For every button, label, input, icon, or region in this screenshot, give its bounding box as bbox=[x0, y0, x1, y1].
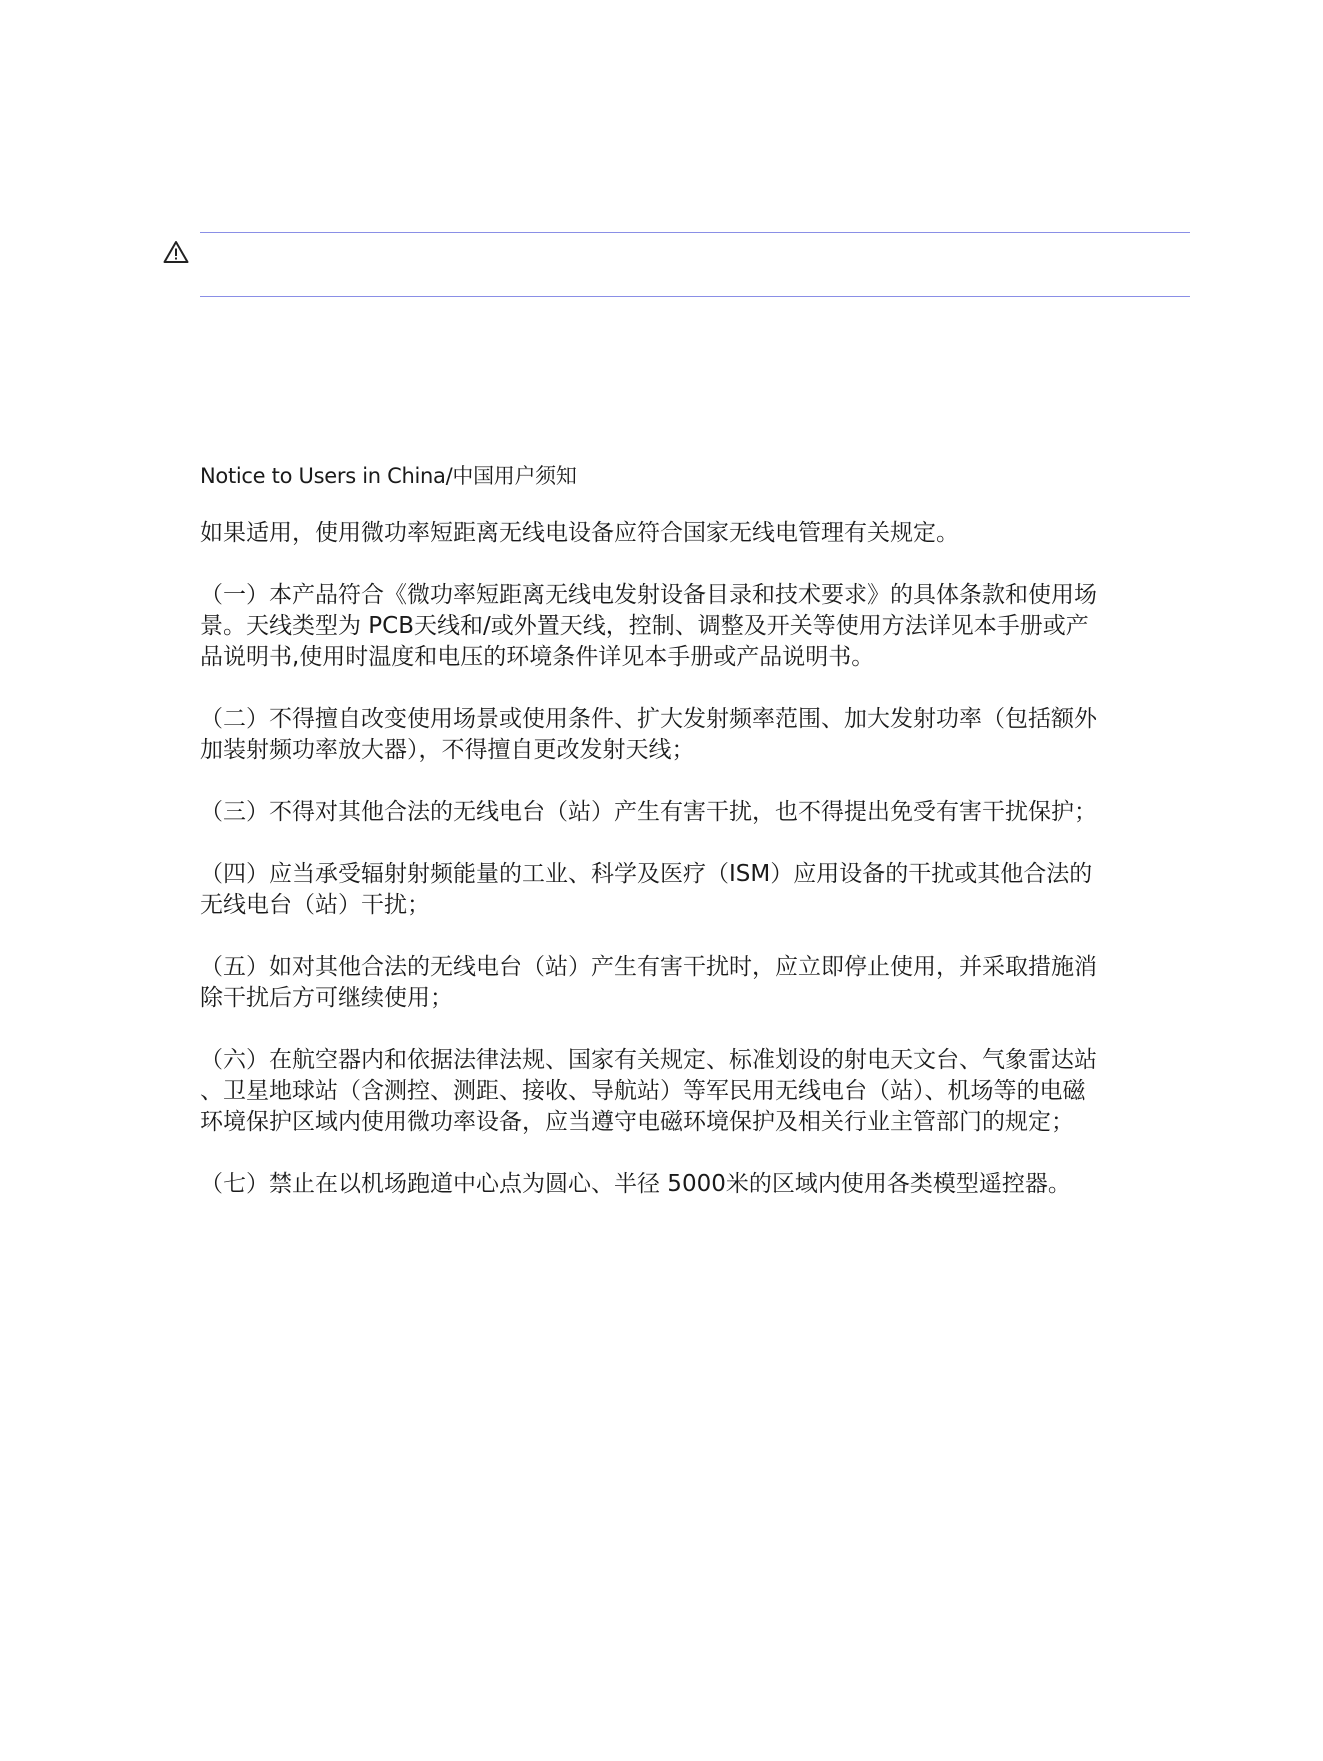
china-notice-section bbox=[200, 458, 1210, 1200]
notice-paragraph-3: （三）不得对其他合法的无线电台（站）产生有害干扰，也不得提出免受有害干扰保护； bbox=[200, 799, 1097, 825]
notice-paragraph-6: （六）在航空器内和依据法律法规、国家有关规定、标准划设的射电天文台、气象雷达站 、卫星地球站（含测控、测距、接收、导航站）等军民用无线电台（站）、机场等的电磁 环境保护区域内使用微功率设备，应当遵守电磁环境保护及相关行业主管部门的规定； bbox=[200, 1047, 1097, 1135]
notice-paragraph-4: （四）应当承受辐射射频能量的工业、科学及医疗（ISM）应用设备的干扰或其他合法的 无线电台（站）干扰； bbox=[200, 861, 1093, 918]
warning-callout bbox=[160, 232, 1190, 298]
warning-bottom-rule bbox=[200, 296, 1190, 297]
section-heading: Notice to Users in China/中国用户须知 bbox=[200, 464, 577, 488]
warning-top-rule bbox=[200, 232, 1190, 233]
notice-paragraph-2: （二）不得擅自改变使用场景或使用条件、扩大发射频率范围、加大发射功率（包括额外 加装射频功率放大器），不得擅自更改发射天线； bbox=[200, 706, 1097, 763]
notice-paragraph-intro: 如果适用，使用微功率短距离无线电设备应符合国家无线电管理有关规定。 bbox=[200, 520, 959, 546]
notice-paragraph-1: （一）本产品符合《微功率短距离无线电发射设备目录和技术要求》的具体条款和使用场 景。天线类型为 PCB天线和/或外置天线，控制、调整及开关等使用方法详见本手册或产 品说明书,使用时温度和电压的环境条件详见本手册或产品说明书。 bbox=[200, 582, 1097, 670]
warning-triangle-icon bbox=[163, 240, 189, 264]
notice-paragraph-5: （五）如对其他合法的无线电台（站）产生有害干扰时，应立即停止使用，并采取措施消 除干扰后方可继续使用； bbox=[200, 954, 1097, 1011]
notice-paragraph-7: （七）禁止在以机场跑道中心点为圆心、半径 5000米的区域内使用各类模型遥控器。 bbox=[200, 1171, 1071, 1197]
